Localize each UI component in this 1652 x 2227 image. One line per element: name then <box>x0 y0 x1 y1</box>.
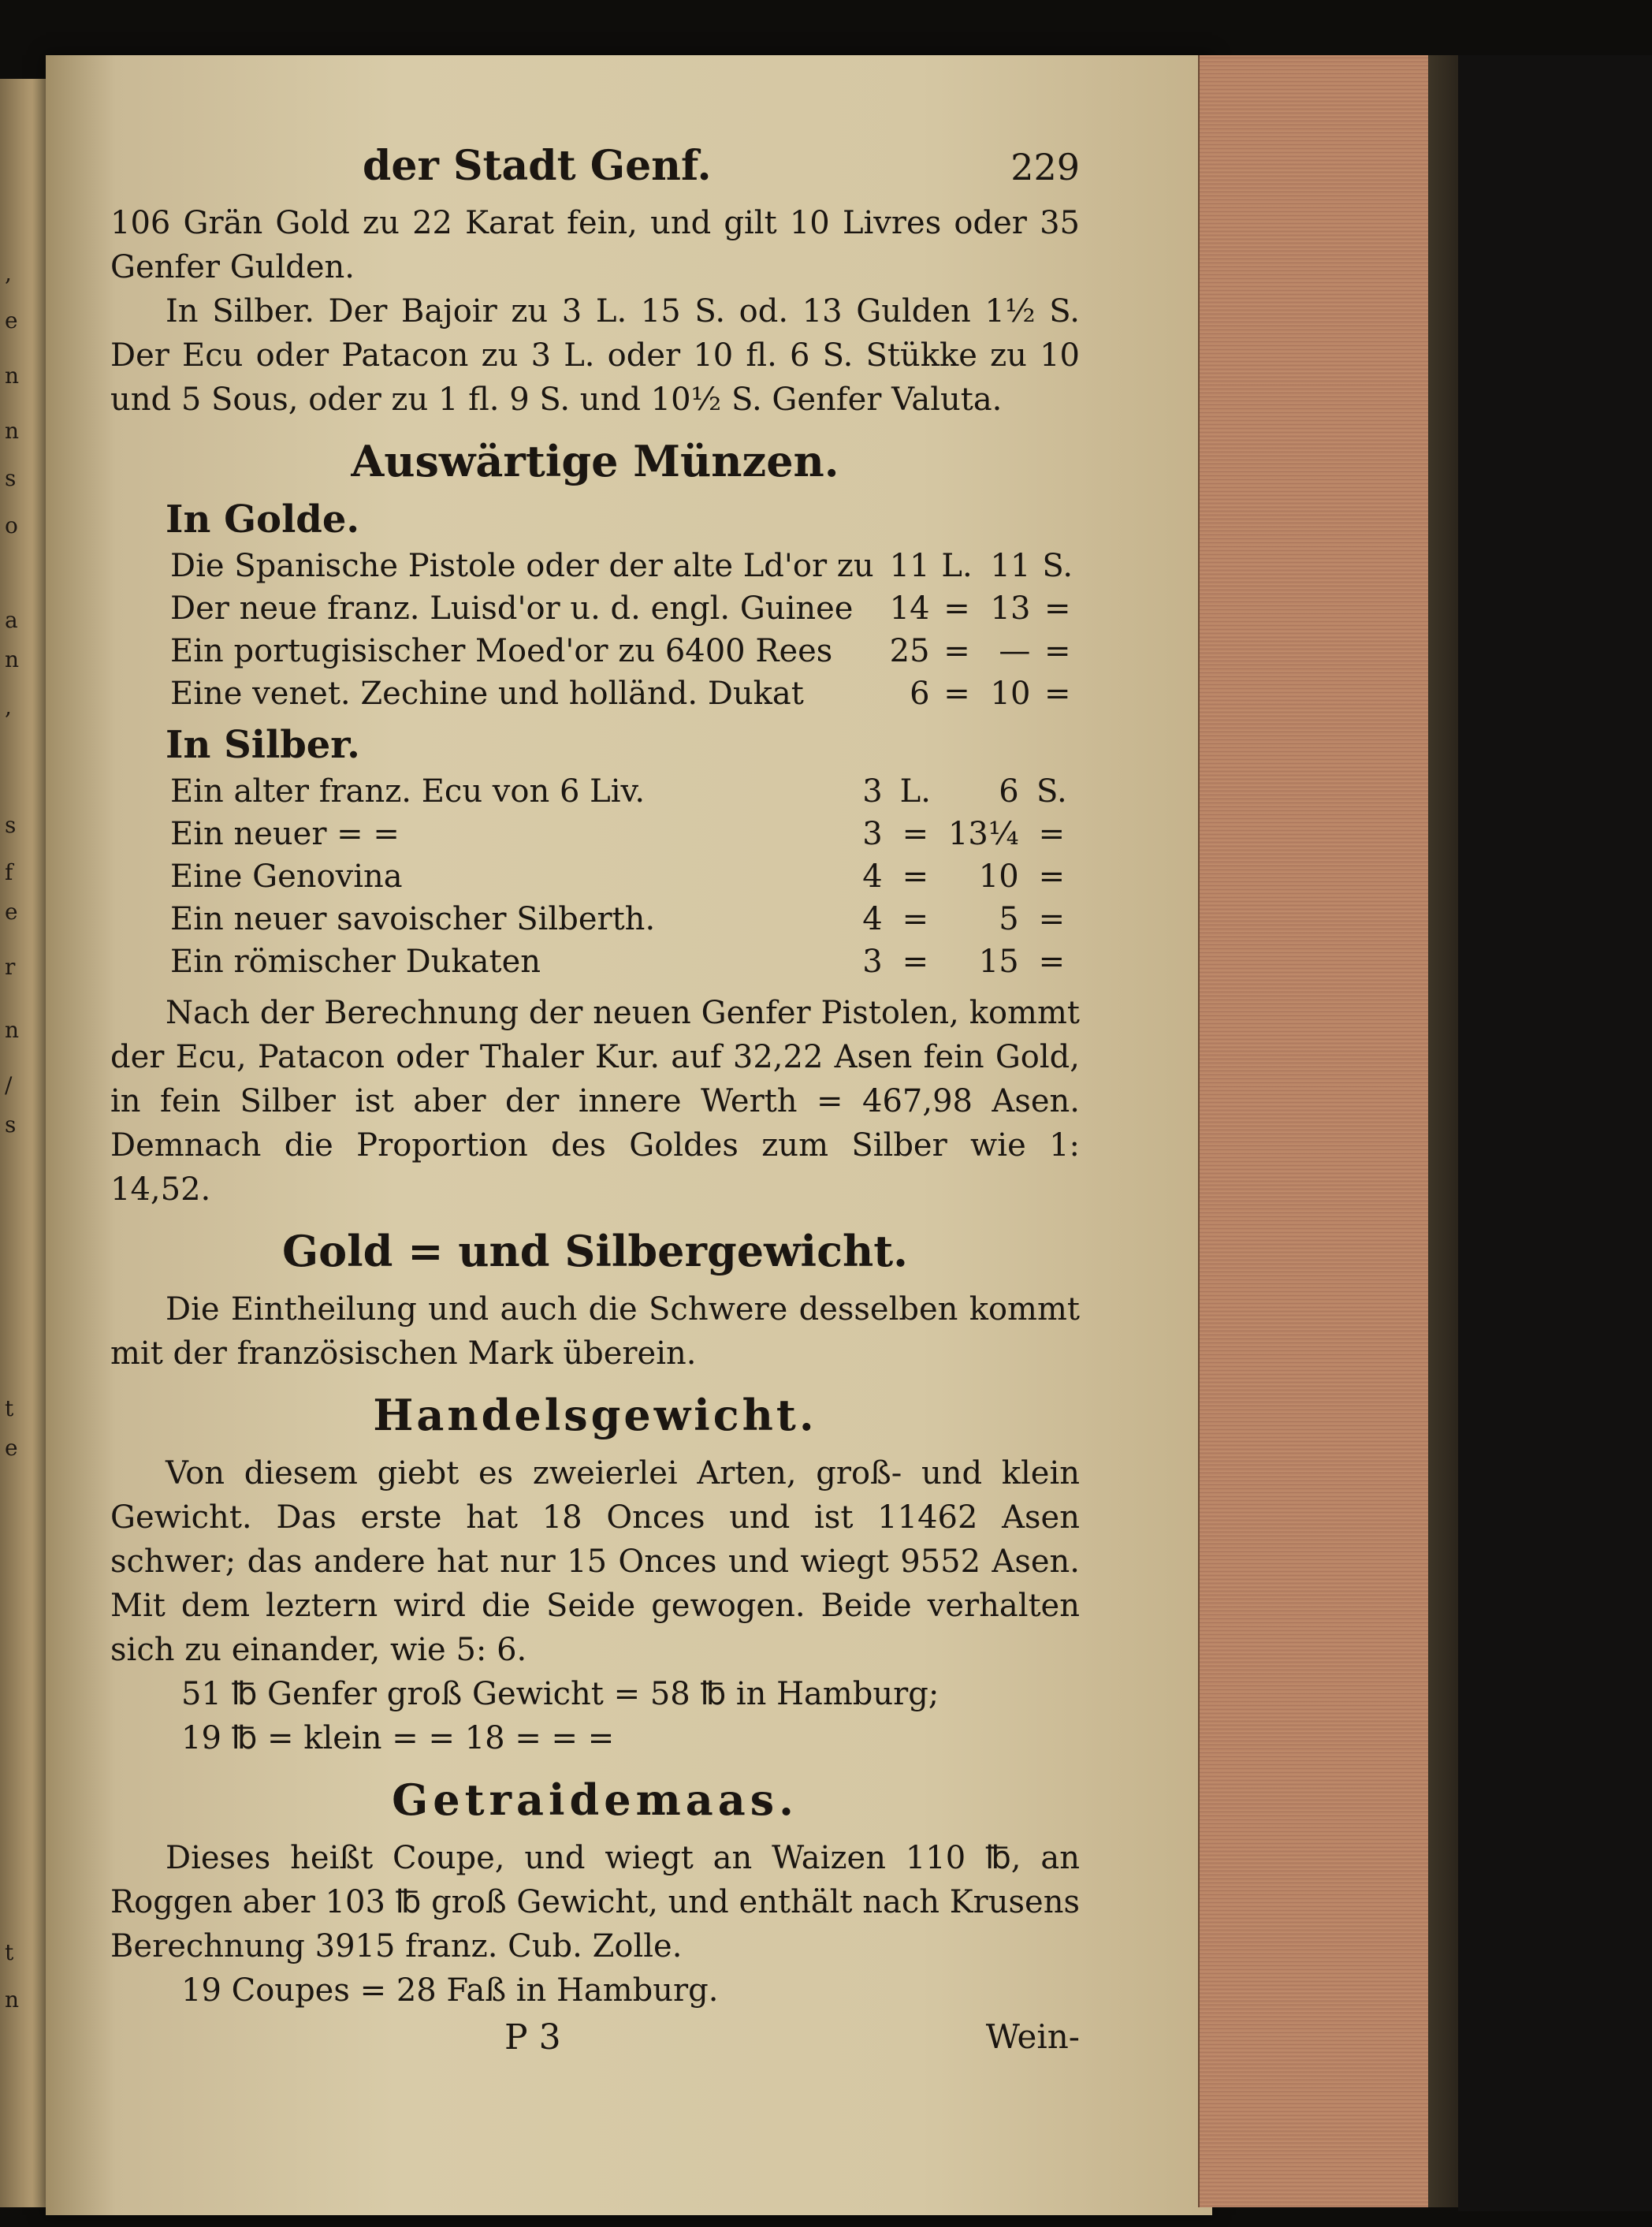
gutter-mark: n <box>5 1017 20 1043</box>
coin-value-a: 11 <box>889 548 930 584</box>
table-row <box>166 587 1080 630</box>
coin-value-a: 6 <box>910 676 930 712</box>
gutter-mark: n <box>5 1987 20 2013</box>
coin-value-a: 4 <box>862 858 883 895</box>
coin-name: Eine venet. Zechine und holländ. Dukat <box>170 676 804 712</box>
coin-name: Eine Genovina <box>170 858 403 895</box>
signature-mark: P 3 <box>504 2017 561 2058</box>
gutter-mark: t <box>5 1395 14 1421</box>
gutter-mark: s <box>5 465 17 491</box>
trade-weight-heading: Handelsgewicht. <box>373 1390 817 1440</box>
coin-value-a: 3 <box>862 944 883 980</box>
gutter-mark: n <box>5 646 20 672</box>
gutter-mark: s <box>5 812 17 838</box>
coin-sep: = <box>943 676 970 712</box>
table-row <box>166 813 1080 855</box>
coin-value-a: 14 <box>889 590 930 627</box>
gutter-mark: n <box>5 363 20 389</box>
coin-value-b: 13 <box>990 590 1031 627</box>
coin-unit: = <box>1038 858 1066 895</box>
table-row <box>166 545 1080 587</box>
coin-sep: L. <box>941 548 973 584</box>
page-content <box>110 142 1080 2058</box>
coin-unit: = <box>1044 633 1071 669</box>
gutter-mark: n <box>5 418 20 444</box>
coin-unit: = <box>1044 590 1071 627</box>
coin-sep: = <box>943 590 970 627</box>
gutter-mark: e <box>5 899 18 925</box>
coin-name: Die Spanische Pistole oder der alte Ld'or zu <box>170 548 874 584</box>
coin-name: Ein neuer = = <box>170 816 400 852</box>
proportion-note: Nach der Berechnung der neuen Genfer Pistolen, kommt der Ecu, Patacon oder Thaler Kur. auf 32,22 Asen fein Gold, in fein Silber ist aber der innere Werth = 467,98 Asen. Demnach die Proportion des Goldes zum Silber wie 1: 14,52. <box>110 995 1080 1208</box>
catchword: Wein- <box>985 2017 1080 2056</box>
table-row <box>166 770 1080 813</box>
gutter-mark: e <box>5 307 18 333</box>
coin-value-b: 15 <box>978 944 1019 980</box>
running-title: der Stadt Genf. <box>363 142 712 190</box>
silver-heading: In Silber. <box>166 723 360 767</box>
table-row <box>166 898 1080 940</box>
gold-silver-weight-heading: Gold = und Silbergewicht. <box>282 1226 908 1276</box>
gutter-mark: s <box>5 1112 17 1138</box>
page-footer <box>110 2017 1080 2058</box>
silver-coins-table <box>166 770 1080 983</box>
coin-name: Ein alter franz. Ecu von 6 Liv. <box>170 773 646 810</box>
coin-name: Ein römischer Dukaten <box>170 944 541 980</box>
table-row <box>166 672 1080 715</box>
gutter-mark: o <box>5 512 18 538</box>
gutter-mark: r <box>5 954 16 980</box>
coin-sep: = <box>902 944 929 980</box>
book-cover-edge <box>1428 55 1460 2207</box>
coin-value-a: 3 <box>862 773 883 810</box>
gutter-mark: , <box>5 260 12 286</box>
coin-unit: S. <box>1042 548 1073 584</box>
coin-value-b: 13¼ <box>947 816 1019 852</box>
coin-unit: = <box>1044 676 1071 712</box>
coin-value-a: 25 <box>889 633 930 669</box>
gutter-mark: e <box>5 1435 18 1461</box>
background-dark <box>1458 55 1652 2211</box>
coin-unit: = <box>1038 816 1066 852</box>
foreign-coins-heading: Auswärtige Münzen. <box>351 436 839 486</box>
weight-line: 19 ℔ = klein = = 18 = = = <box>181 1720 615 1756</box>
table-row <box>166 630 1080 672</box>
coin-value-b: 6 <box>999 773 1019 810</box>
table-row <box>166 940 1080 983</box>
gutter-mark: / <box>5 1072 13 1098</box>
grain-measure-heading: Getraidemaas. <box>392 1775 798 1825</box>
coin-sep: = <box>902 901 929 937</box>
coin-value-a: 4 <box>862 901 883 937</box>
gold-coins-table <box>166 545 1080 715</box>
coin-value-b: 11 <box>990 548 1031 584</box>
gold-silver-weight-text: Die Eintheilung und auch die Schwere desselben kommt mit der französischen Mark überein. <box>110 1291 1080 1372</box>
page-block-edges <box>1198 55 1460 2207</box>
coin-name: Ein neuer savoischer Silberth. <box>170 901 656 937</box>
gold-heading: In Golde. <box>166 497 360 542</box>
gutter-mark: a <box>5 607 18 633</box>
coin-unit: S. <box>1036 773 1067 810</box>
grain-measure-text: Dieses heißt Coupe, und wiegt an Waizen 110 ℔, an Roggen aber 103 ℔ groß Gewicht, und enthält nach Krusens Berechnung 3915 franz. Cub. Zolle. <box>110 1840 1080 1964</box>
coin-name: Der neue franz. Luisd'or u. d. engl. Guinee <box>170 590 854 627</box>
coin-unit: = <box>1038 944 1066 980</box>
grain-equivalence: 19 Coupes = 28 Faß in Hamburg. <box>181 1972 719 2009</box>
coin-value-a: 3 <box>862 816 883 852</box>
coin-value-b: — <box>999 633 1031 669</box>
coin-value-b: 10 <box>990 676 1031 712</box>
gutter-mark: t <box>5 1939 14 1965</box>
weight-equivalences <box>181 1672 1080 1760</box>
coin-unit: = <box>1038 901 1066 937</box>
page-header <box>363 142 1080 190</box>
coin-sep: = <box>943 633 970 669</box>
coin-sep: = <box>902 858 929 895</box>
intro-paragraph: 106 Grän Gold zu 22 Karat fein, und gilt 10 Livres oder 35 Genfer Gulden. <box>110 205 1080 285</box>
trade-weight-text: Von diesem giebt es zweierlei Arten, groß- und klein Gewicht. Das erste hat 18 Onces und ist 11462 Asen schwer; das andere hat nur 15 Onces und wiegt 9552 Asen. Mit dem leztern wird die Seide gewogen. Beide verhalten sich zu einander, wie 5: 6. <box>110 1455 1080 1668</box>
coin-value-b: 5 <box>999 901 1019 937</box>
gutter-mark: , <box>5 694 12 720</box>
coin-sep: = <box>902 816 929 852</box>
table-row <box>166 855 1080 898</box>
silver-paragraph: In Silber. Der Bajoir zu 3 L. 15 S. od. 13 Gulden 1½ S. Der Ecu oder Patacon zu 3 L. oder 10 fl. 6 S. Stükke zu 10 und 5 Sous, oder zu 1 fl. 9 S. und 10½ S. Genfer Valuta. <box>110 293 1080 418</box>
gutter-mark: f <box>5 859 13 885</box>
weight-line: 51 ℔ Genfer groß Gewicht = 58 ℔ in Hamburg; <box>181 1676 939 1712</box>
coin-sep: L. <box>899 773 931 810</box>
coin-name: Ein portugisischer Moed'or zu 6400 Rees <box>170 633 833 669</box>
coin-value-b: 10 <box>978 858 1019 895</box>
page-number: 229 <box>1010 146 1080 188</box>
